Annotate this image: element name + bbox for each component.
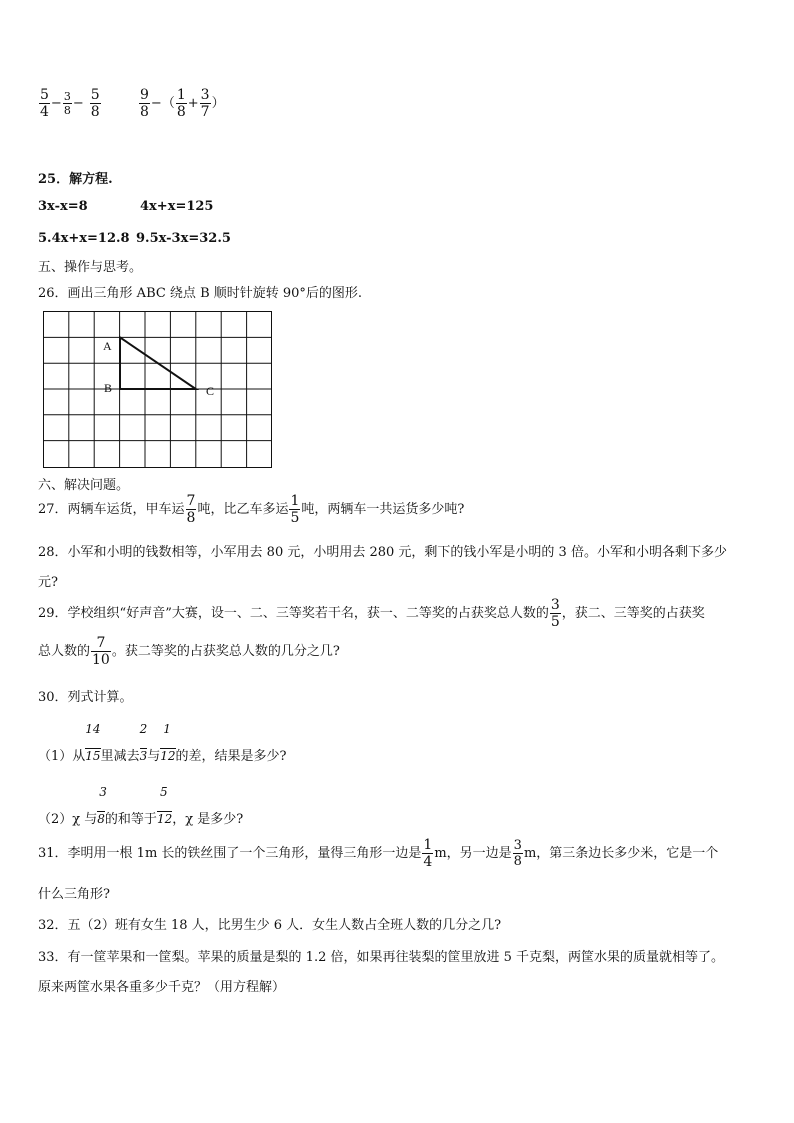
fraction: $\frac{5}{12}$ bbox=[156, 785, 173, 826]
fraction: $\frac{14}{15}$ bbox=[85, 722, 101, 763]
grid-svg bbox=[43, 311, 272, 468]
q29-line-2: 总人数的 $\frac{7}{10}$ 。获二等奖的占获奖总人数的几分之几? bbox=[38, 635, 340, 668]
fraction: $\frac{3}{8}$ bbox=[97, 785, 107, 826]
fraction: $\frac{1}{8}$ bbox=[176, 87, 186, 120]
q33-line-1: 33．有一筐苹果和一筐梨。苹果的质量是梨的 1.2 倍，如果再往装梨的筐里放进 5 千克梨，两筐水果的质量就相等了。 bbox=[38, 950, 725, 965]
fraction: $\frac{9}{8}$ bbox=[140, 87, 149, 120]
q31-line-2: 什么三角形? bbox=[38, 887, 110, 902]
q25-title: 25．解方程. bbox=[38, 172, 113, 187]
q30-title: 30．列式计算。 bbox=[38, 690, 133, 705]
fraction: $\frac{1}{5}$ bbox=[290, 493, 300, 526]
q25-equation-3: 5.4x+x=12.8 bbox=[38, 231, 130, 246]
q31-line-1: 31．李明用一根 1m 长的铁丝围了一个三角形，量得三角形一边是 $\frac{1}{4}$ m，另一边是 $\frac{3}{8}$ m，第三条边长多少米，它是一个 bbox=[38, 837, 719, 870]
fraction: $\frac{7}{8}$ bbox=[186, 493, 196, 526]
q29-line-1: 29．学校组织“好声音”大赛，设一、二、三等奖若干名，获一、二等奖的占获奖总人数的 $\frac{3}{5}$ ，获二、三等奖的占获奖 bbox=[38, 597, 705, 630]
fraction: $\frac{1}{4}$ bbox=[423, 837, 433, 870]
fraction: $\frac{3}{7}$ bbox=[200, 87, 210, 120]
q25-equation-2: 4x+x=125 bbox=[140, 199, 214, 214]
q25-equation-1: 3x-x=8 bbox=[38, 199, 88, 214]
q30-part-1: （1）从 $\frac{14}{15}$里减去 $\frac{2}{3}$与 $\frac{1}{12}$的差，结果是多少? bbox=[38, 722, 287, 764]
q25-equation-4: 9.5x-3x=32.5 bbox=[136, 231, 231, 246]
q32: 32．五（2）班有女生 18 人，比男生少 6 人．女生人数占全班人数的几分之几? bbox=[38, 918, 502, 933]
fraction: $\frac{5}{4}$ bbox=[40, 87, 49, 120]
q33-line-2: 原来两筐水果各重多少千克？（用方程解） bbox=[38, 980, 286, 995]
fraction: $\frac{2}{3}$ bbox=[139, 722, 148, 763]
fraction: $\frac{3}{8}$ bbox=[513, 838, 522, 869]
label-b: B bbox=[104, 381, 113, 395]
rotation-grid bbox=[43, 311, 272, 468]
fraction: $\frac{7}{10}$ bbox=[92, 635, 110, 668]
q28-line-2: 元? bbox=[38, 575, 58, 590]
label-a: A bbox=[103, 339, 112, 353]
q26-title: 26．画出三角形 ABC 绕点 B 顺时针旋转 90°后的图形. bbox=[38, 286, 363, 301]
fraction: $\frac{3}{5}$ bbox=[550, 597, 560, 630]
fraction: $\frac{5}{8}$ bbox=[90, 87, 100, 120]
fraction: $\frac{3}{8}$ bbox=[63, 90, 71, 117]
top-expression-2: $\frac{9}{8}$ −（ $\frac{1}{8}$ + $\frac{3}{7}$ ） bbox=[140, 87, 225, 120]
section-6-heading: 六、解决问题。 bbox=[38, 478, 130, 493]
q28-line-1: 28．小军和小明的钱数相等，小军用去 80 元，小明用去 280 元，剩下的钱小军是小明的 3 倍。小军和小明各剩下多少 bbox=[38, 545, 727, 560]
label-c: C bbox=[206, 384, 215, 398]
q30-part-2: （2）χ 与 $\frac{3}{8}$的和等于 $\frac{5}{12}$，χ 是多少? bbox=[38, 785, 244, 827]
fraction: $\frac{1}{12}$ bbox=[160, 722, 176, 763]
q27: 27．两辆车运货，甲车运 $\frac{7}{8}$ 吨，比乙车多运 $\frac{1}{5}$ 吨，两辆车一共运货多少吨? bbox=[38, 493, 465, 526]
top-expression-1: $\frac{5}{4}$ − $\frac{3}{8}$ − $\frac{5}{8}$ bbox=[40, 87, 100, 120]
section-5-heading: 五、操作与思考。 bbox=[38, 260, 143, 275]
